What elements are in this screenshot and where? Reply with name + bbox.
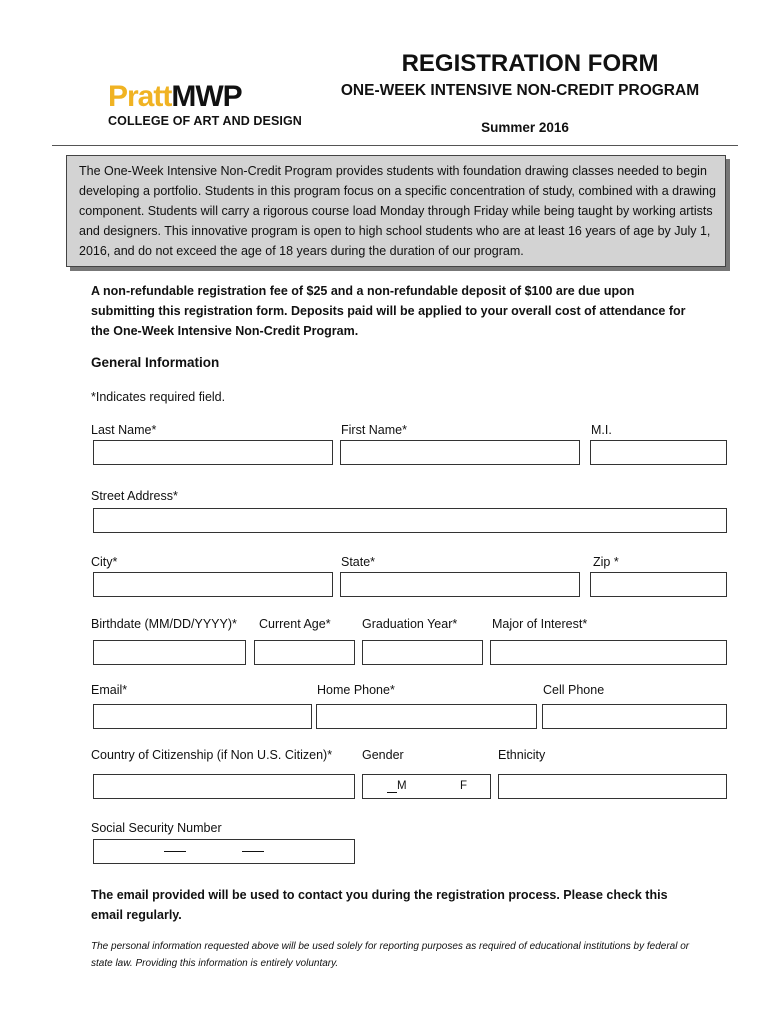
header-divider (52, 145, 738, 146)
email-label: Email* (91, 683, 128, 697)
program-title: ONE-WEEK INTENSIVE NON-CREDIT PROGRAM (340, 82, 700, 99)
cell-phone-field[interactable] (542, 704, 727, 729)
last-name-label: Last Name* (91, 423, 157, 437)
mi-label: M.I. (591, 423, 612, 437)
privacy-notice: The personal information requested above will be used solely for reporting purposes as required of educational institutions by federal or state law. Providing this information is entirely voluntary. (91, 941, 690, 969)
ethnicity-field[interactable] (498, 774, 727, 799)
ssn-field[interactable] (93, 839, 355, 864)
gender-male-option[interactable]: M (397, 780, 407, 792)
citizenship-label: Country of Citizenship (if Non U.S. Citizen)* (91, 748, 333, 762)
birthdate-label: Birthdate (MM/DD/YYYY)* (91, 617, 237, 631)
required-note: *Indicates required field. (91, 390, 226, 404)
gender-label: Gender (362, 748, 404, 762)
pratt-logo (108, 82, 242, 112)
fee-notice: A non-refundable registration fee of $25 and a non-refundable deposit of $100 are due upon submitting this registration form. Deposits paid will be applied to your overall cost of attendance for the One-Week Intensive Non-Credit Program. (91, 284, 686, 338)
section-heading-general: General Information (91, 355, 220, 370)
gender-field[interactable] (362, 774, 491, 799)
zip-field[interactable] (590, 572, 727, 597)
logo-college-text: COLLEGE OF ART AND DESIGN (108, 114, 302, 128)
email-notice: The email provided will be used to contact you during the registration process. Please check this email regularly. (91, 888, 668, 922)
first-name-label: First Name* (341, 423, 407, 437)
ssn-label: Social Security Number (91, 821, 222, 835)
first-name-field[interactable] (340, 440, 580, 465)
last-name-field[interactable] (93, 440, 333, 465)
ethnicity-label: Ethnicity (498, 748, 546, 762)
city-field[interactable] (93, 572, 333, 597)
street-address-field[interactable] (93, 508, 727, 533)
program-description-box: The One-Week Intensive Non-Credit Program provides students with foundation drawing classes needed to begin developing a portfolio. Students in this program focus on a specific concentration of study, combined with a drawing component. Students will carry a rigorous course load Monday through Friday while being taught by working artists and designers. This innovative program is open to high school students who are at least 16 years of age by July 1, 2016, and do not exceed the age of 18 years during the duration of our program. (66, 155, 726, 267)
birthdate-field[interactable] (93, 640, 246, 665)
graduation-year-label: Graduation Year* (362, 617, 458, 631)
email-field[interactable] (93, 704, 312, 729)
city-label: City* (91, 555, 118, 569)
major-field[interactable] (490, 640, 727, 665)
term-label: Summer 2016 (481, 120, 569, 135)
citizenship-field[interactable] (93, 774, 355, 799)
home-phone-field[interactable] (316, 704, 537, 729)
ssn-separator-2 (242, 851, 264, 852)
mi-field[interactable] (590, 440, 727, 465)
current-age-label: Current Age* (259, 617, 331, 631)
gender-male-blank[interactable] (387, 792, 397, 793)
ssn-separator-1 (164, 851, 186, 852)
gender-female-option[interactable]: F (460, 780, 468, 792)
logo-pratt-text: Pratt (108, 80, 172, 113)
home-phone-label: Home Phone* (317, 683, 395, 697)
logo-mwp-text: MWP (171, 80, 242, 113)
cell-phone-label: Cell Phone (543, 683, 605, 697)
state-field[interactable] (340, 572, 580, 597)
street-address-label: Street Address* (91, 489, 178, 503)
current-age-field[interactable] (254, 640, 355, 665)
major-label: Major of Interest* (492, 617, 588, 631)
zip-label: Zip * (593, 555, 619, 569)
state-label: State* (341, 555, 376, 569)
graduation-year-field[interactable] (362, 640, 483, 665)
form-title: REGISTRATION FORM (401, 50, 659, 77)
